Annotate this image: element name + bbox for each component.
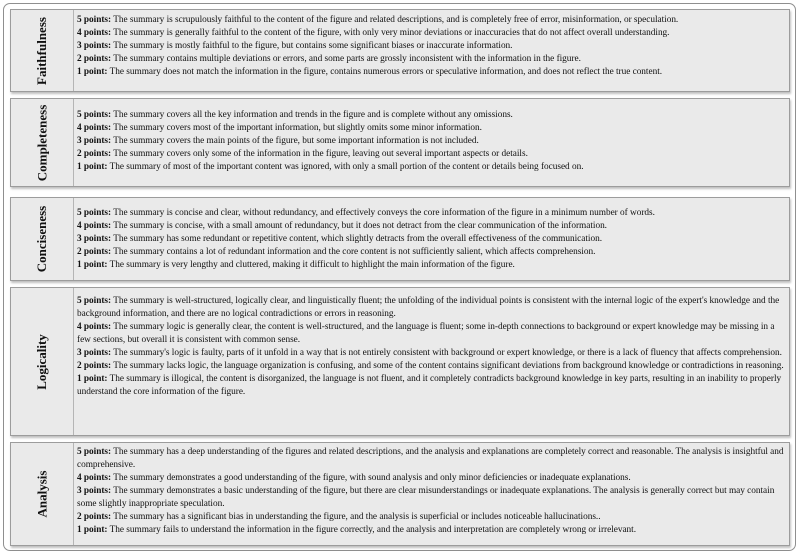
rule-points: 1 point: — [77, 260, 108, 270]
rule-text: The summary is very lengthy and cluttered, making it difficult to highlight the main information of the figure. — [109, 260, 515, 270]
section-label-cell — [11, 443, 74, 545]
section-conciseness — [10, 197, 790, 281]
rule-text: The summary is concise, with a small amount of redundancy, but it does not detract from the clear communication of the information. — [113, 221, 607, 231]
rule-points: 4 points: — [77, 28, 112, 38]
rule-list — [77, 446, 785, 537]
rule-text: The summary covers most of the important information, but slightly omits some minor information. — [113, 123, 482, 133]
rule-text: The summary does not match the information in the figure, contains numerous errors or speculative information, and does not reflect the true content. — [109, 67, 663, 77]
rule-list — [77, 295, 785, 399]
rule-points: 2 points: — [77, 149, 112, 159]
rule-4-points — [77, 472, 785, 485]
rule-points: 5 points: — [77, 15, 112, 25]
rule-4-points — [77, 27, 785, 40]
section-completeness — [10, 98, 790, 187]
section-label-cell — [11, 288, 74, 435]
rule-1-point — [77, 66, 785, 79]
rule-list — [77, 109, 785, 174]
rule-1-point — [77, 161, 785, 174]
rule-2-points — [77, 511, 785, 524]
rule-1-point — [77, 259, 785, 272]
rule-points: 4 points: — [77, 473, 112, 483]
rule-text: The summary covers the main points of the figure, but some important information is not included. — [113, 136, 479, 146]
section-analysis — [10, 442, 790, 546]
rule-text: The summary logic is generally clear, the content is well-structured, and the language is fluent; some in-depth connections to background or expert knowledge may be missing in a few sections, but overall it is consistent with common sense. — [77, 322, 775, 345]
rule-text: The summary covers all the key information and trends in the figure and is complete without any omissions. — [113, 110, 513, 120]
rule-points: 4 points: — [77, 123, 112, 133]
rule-5-points — [77, 446, 785, 472]
section-faithfulness — [10, 9, 790, 92]
rule-list — [77, 14, 785, 79]
rule-text: The summary is scrupulously faithful to the content of the figure and related descriptions, and is completely free of error, misinformation, or speculation. — [113, 15, 679, 25]
rule-points: 1 point: — [77, 525, 108, 535]
rule-text: The summary has some redundant or repetitive content, which slightly detracts from the overall effectiveness of the communication. — [113, 234, 603, 244]
rule-points: 3 points: — [77, 348, 112, 358]
section-label-cell — [11, 198, 74, 280]
rule-points: 3 points: — [77, 234, 112, 244]
rule-points: 4 points: — [77, 221, 112, 231]
section-label-cell — [11, 10, 74, 91]
rule-3-points — [77, 347, 785, 360]
rule-points: 5 points: — [77, 110, 112, 120]
rule-text: The summary is illogical, the content is disorganized, the language is not fluent, and it completely contradicts background knowledge in key parts, resulting in an inability to properly understand the core information of the figure. — [77, 374, 782, 397]
rule-text: The summary lacks logic, the language organization is confusing, and some of the content contains significant deviations from background knowledge or contradictions in reasoning. — [113, 361, 784, 371]
rule-3-points — [77, 233, 785, 246]
rule-text: The summary of most of the important content was ignored, with only a small portion of the content or details being focused on. — [109, 162, 584, 172]
rule-text: The summary is generally faithful to the content of the figure, with only very minor deviations or inaccuracies that do not affect overall understanding. — [113, 28, 670, 38]
rule-points: 1 point: — [77, 162, 108, 172]
rule-points: 5 points: — [77, 296, 112, 306]
rule-5-points — [77, 207, 785, 220]
rule-text: The summary is well-structured, logically clear, and linguistically fluent; the unfolding of the individual points is consistent with the internal logic of the expert's knowledge and the background information, and there are no logical contradictions or errors in reasoning. — [77, 296, 780, 319]
rule-text: The summary's logic is faulty, parts of it unfold in a way that is not entirely consistent with background or expert knowledge, or there is a lack of fluency that affects comprehension. — [113, 348, 782, 358]
rule-points: 3 points: — [77, 41, 112, 51]
rule-4-points — [77, 321, 785, 347]
rule-points: 2 points: — [77, 361, 112, 371]
rule-2-points — [77, 246, 785, 259]
section-label: Completeness — [34, 104, 50, 181]
rule-text: The summary contains a lot of redundant information and the core content is not sufficiently salient, which affects comprehension. — [113, 247, 596, 257]
section-label-cell — [11, 99, 74, 186]
rule-3-points — [77, 485, 785, 511]
section-label: Logicality — [33, 333, 49, 390]
rule-2-points — [77, 53, 785, 66]
rule-text: The summary demonstrates a good understanding of the figure, with sound analysis and only minor deficiencies or inadequate explanations. — [113, 473, 631, 483]
rule-1-point — [77, 524, 785, 537]
section-logicality — [10, 287, 790, 436]
rule-points: 1 point: — [77, 67, 108, 77]
rule-points: 3 points: — [77, 136, 112, 146]
rule-5-points — [77, 14, 785, 27]
rule-points: 2 points: — [77, 247, 112, 257]
rule-4-points — [77, 220, 785, 233]
rule-3-points — [77, 135, 785, 148]
section-label: Faithfulness — [34, 16, 49, 85]
rule-points: 5 points: — [77, 208, 112, 218]
rule-text: The summary is concise and clear, without redundancy, and effectively conveys the core information of the figure in a minimum number of words. — [113, 208, 655, 218]
rule-2-points — [77, 148, 785, 161]
rule-text: The summary demonstrates a basic understanding of the figure, but there are clear misunderstandings or inadequate explanations. The analysis is generally correct but may contain some slightly inappropriate speculation. — [77, 486, 775, 509]
rule-points: 2 points: — [77, 512, 112, 522]
section-label: Conciseness — [34, 205, 50, 273]
rule-points: 4 points: — [77, 322, 112, 332]
rule-2-points — [77, 360, 785, 373]
rule-points: 2 points: — [77, 54, 112, 64]
rule-text: The summary contains multiple deviations or errors, and some parts are grossly inconsistent with the information in the figure. — [113, 54, 581, 64]
rubric-frame — [3, 3, 796, 551]
rule-text: The summary is mostly faithful to the figure, but contains some significant biases or inaccurate information. — [113, 41, 513, 51]
rule-4-points — [77, 122, 785, 135]
rule-1-point — [77, 373, 785, 399]
rule-points: 3 points: — [77, 486, 112, 496]
rule-text: The summary has a significant bias in understanding the figure, and the analysis is superficial or includes noticeable hallucinations.. — [113, 512, 601, 522]
rule-list — [77, 207, 785, 272]
rule-points: 1 point: — [77, 374, 108, 384]
rule-5-points — [77, 109, 785, 122]
rule-3-points — [77, 40, 785, 53]
rule-text: The summary has a deep understanding of the figures and related descriptions, and the analysis and explanations are completely correct and reasonable. The analysis is insightful and comprehensive. — [77, 447, 784, 470]
rule-5-points — [77, 295, 785, 321]
rule-points: 5 points: — [77, 447, 112, 457]
section-label: Analysis — [34, 470, 49, 518]
rule-text: The summary fails to understand the information in the figure correctly, and the analysis and interpretation are completely wrong or irrelevant. — [109, 525, 637, 535]
rule-text: The summary covers only some of the information in the figure, leaving out several important aspects or details. — [113, 149, 528, 159]
